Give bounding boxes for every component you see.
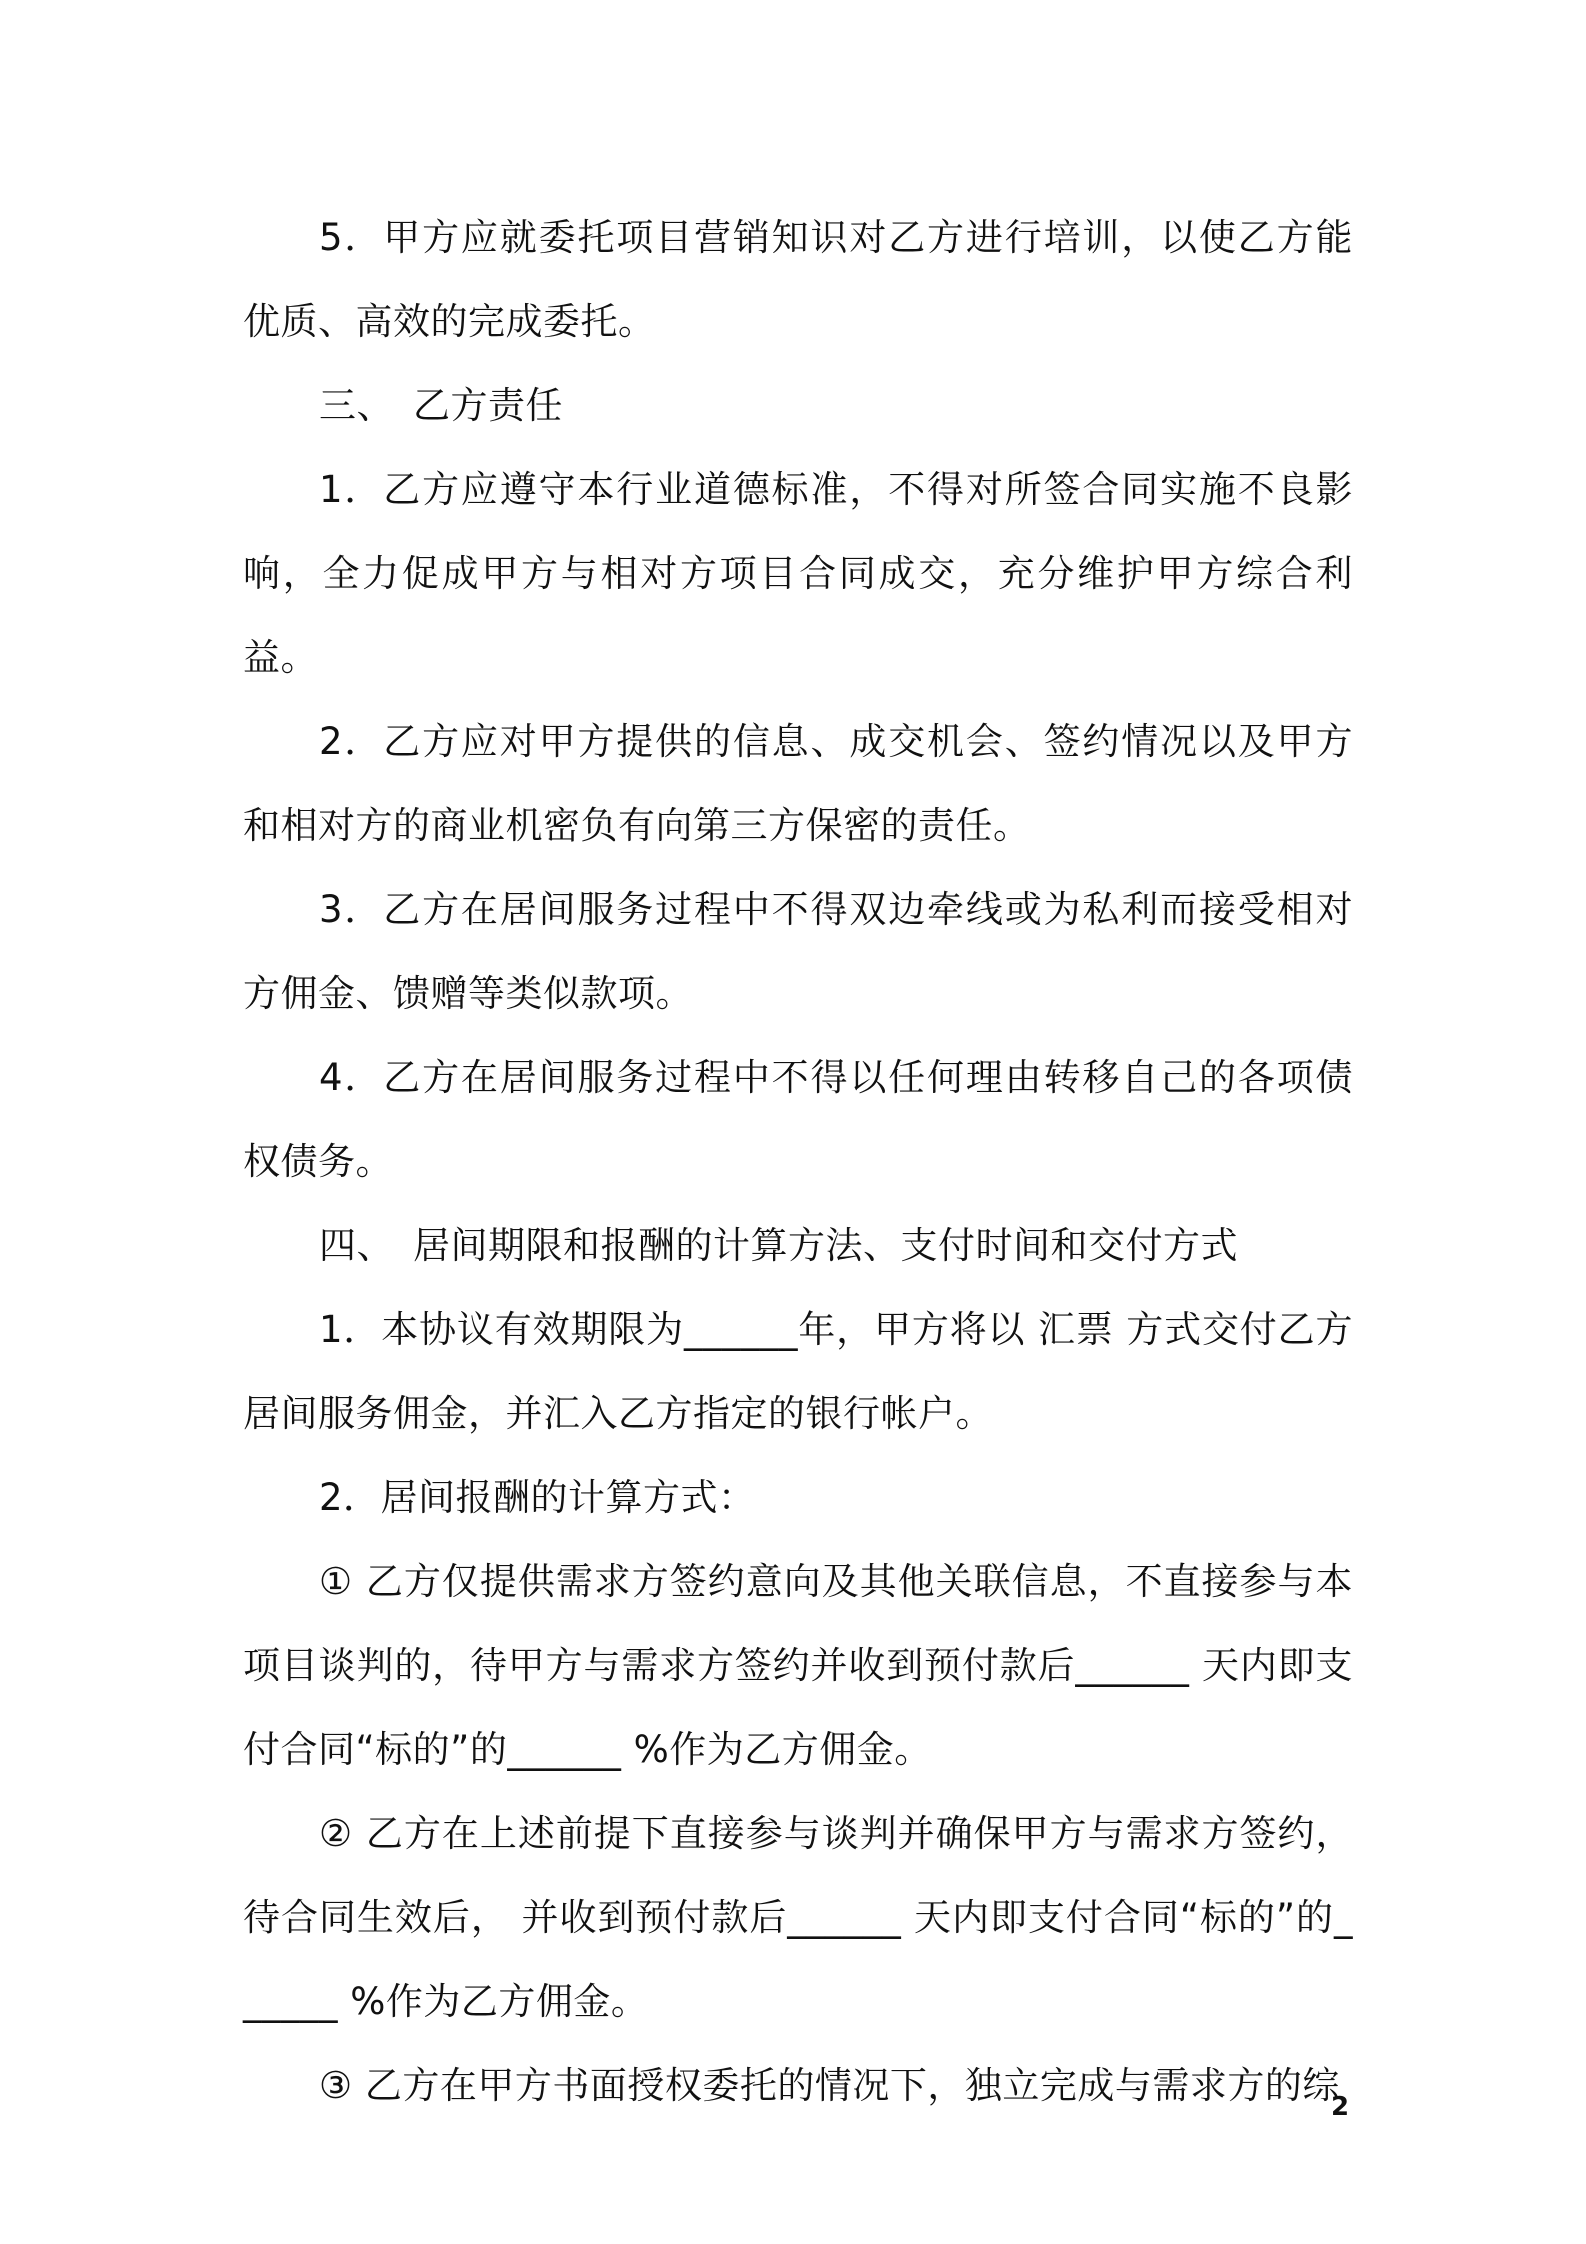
clause-c2-item-3: ③ 乙方在甲方书面授权委托的情况下，独立完成与需求方的综 [319,2064,1340,2107]
clause-c2-item-2: ② 乙方在上述前提下直接参与谈判并确保甲方与需求方签约，待合同生效后， 并收到预付款后______ 天内即支付合同“标的”的______ %作为乙方佣金。 [243,1812,1353,2023]
page-number: 2 [1331,2092,1350,2122]
clause-b3-no-dual-agency: 3．乙方在居间服务过程中不得双边牵线或为私利而接受相对方佣金、馈赠等类似款项。 [243,888,1353,1015]
clause-b1-ethics: 1．乙方应遵守本行业道德标准，不得对所签合同实施不良影响，全力促成甲方与相对方项目合同成交，充分维护甲方综合利益。 [243,468,1353,679]
clause-a5-training: 5．甲方应就委托项目营销知识对乙方进行培训，以使乙方能优质、高效的完成委托。 [243,216,1353,343]
clause-b4-no-transfer: 4．乙方在居间服务过程中不得以任何理由转移自己的各项债权债务。 [243,1056,1353,1183]
clause-c2-calculation: 2．居间报酬的计算方式： [319,1476,756,1519]
clause-c1-term: 1．本协议有效期限为______年，甲方将以 汇票 方式交付乙方居间服务佣金，并汇入乙方指定的银行帐户。 [243,1308,1353,1435]
clause-c2-item-1: ① 乙方仅提供需求方签约意向及其他关联信息，不直接参与本项目谈判的，待甲方与需求方签约并收到预付款后______ 天内即支付合同“标的”的______ %作为乙方佣金。 [243,1560,1353,1771]
section-heading-3: 三、 乙方责任 [319,384,563,427]
clause-b2-confidentiality: 2．乙方应对甲方提供的信息、成交机会、签约情况以及甲方和相对方的商业机密负有向第三方保密的责任。 [243,720,1353,847]
section-heading-4: 四、 居间期限和报酬的计算方法、支付时间和交付方式 [319,1224,1238,1267]
document-body [243,196,1353,2128]
